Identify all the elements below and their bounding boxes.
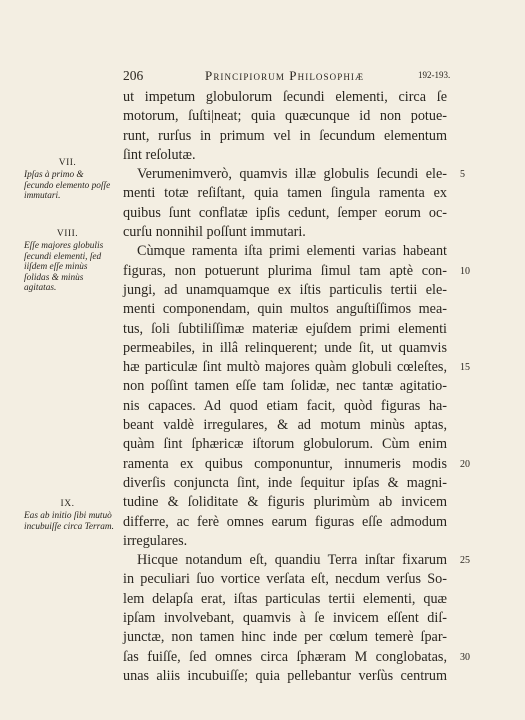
- text-line: ipſam involvebant, quamvis à ſe invicem eſſent diſ-: [123, 610, 447, 627]
- text-line: beant valdè irregulares, & ad motum minùs aptas,: [123, 417, 447, 434]
- text-line: figuras, non potuerunt plurima ſimul tam aptè con-: [123, 262, 447, 279]
- running-title: Principiorum Philosophiæ: [205, 68, 365, 83]
- text-line: Verumenimverò, quamvis illæ globulis ſecundi ele-: [137, 166, 447, 183]
- text-line: ramenta ex quibus componuntur, innumeris modis: [123, 455, 447, 472]
- margin-note-ix: [20, 499, 115, 532]
- margin-note-viii: [20, 229, 115, 294]
- main-text-block: [123, 88, 447, 686]
- text-line: non poſſint tamen eſſe tam ſolidæ, nec tantæ agitatio-: [123, 378, 447, 395]
- text-line: hæ particulæ ſint multò majores quàm globuli cœleſtes,: [123, 359, 447, 376]
- text-line: junctæ, non tamen hinc inde per cœlum temerè ſpar-: [123, 629, 447, 646]
- text-line: permeabiles, in illâ relinquerent; unde ſit, ut quamvis: [123, 339, 447, 356]
- text-line: tudine & ſoliditate & figuris plurimùm ab invicem: [123, 494, 447, 511]
- text-line: curſu nonnihil poſſunt immutari.: [123, 224, 306, 241]
- text-line: ut impetum globulorum ſecundi elementi, circa ſe: [123, 89, 447, 105]
- margin-note-number: VII.: [58, 158, 77, 168]
- text-line: nis capaces. Ad quod etiam facit, quòd figuras ha-: [123, 397, 447, 414]
- text-line: in peculiari ſuo vortice verſata eſt, necdum verſus So-: [123, 571, 447, 588]
- line-number: 5: [460, 169, 465, 180]
- line-number: 20: [460, 459, 470, 470]
- text-line: menti componendam, quin multos anguſtiſſimos mea-: [123, 301, 447, 318]
- line-number: 10: [460, 266, 470, 277]
- margin-note-text: Eas ab initio ſibi mutuò incubuiſſe circa Terram.: [24, 511, 114, 532]
- text-line: runt, rurſus in primum vel in ſecundum elementum: [123, 127, 447, 144]
- text-line: differre, ac ferè omnes earum figuras eſſe admodum: [123, 513, 447, 530]
- margin-note-number: VIII.: [56, 229, 79, 239]
- page-number: 206: [123, 68, 144, 83]
- page-header: [0, 68, 525, 86]
- text-line: Hicque notandum eſt, quandiu Terra inſtar fixarum: [137, 552, 447, 569]
- text-line: Cùmque ramenta iſta primi elementi varias habeant: [137, 243, 447, 260]
- margin-note-vii: [20, 158, 115, 202]
- margin-note-number: IX.: [60, 499, 75, 509]
- page-range: 192-193.: [418, 70, 451, 80]
- text-line: tus, ſoli ſubtiliſſimæ materiæ ejuſdem primi elementi: [123, 320, 447, 337]
- text-line: motorum, ſuſti|neat; quia quæcunque id non potue-: [123, 108, 447, 125]
- line-number: 15: [460, 362, 470, 373]
- text-line: diverſis conjuncta ſint, inde ſequitur ipſas & magni-: [123, 474, 447, 491]
- text-line: quibus ſunt conflatæ ipſis cedunt, ſemper eorum oc-: [123, 204, 447, 221]
- text-line: ſint reſolutæ.: [123, 146, 196, 163]
- text-line: jungi, ad unamquamque ex iſtis particulis tertii ele-: [123, 281, 447, 298]
- text-line: irregulares.: [123, 532, 188, 549]
- text-line: menti totæ reſiſtant, quia tamen ſingula ramenta ex: [123, 185, 447, 202]
- margin-note-text: Ipſas à primo & ſecundo elemento poſſe immutari.: [24, 170, 111, 201]
- line-number: 25: [460, 555, 470, 566]
- margin-note-text: Eſſe majores globulis ſecundi elementi, ſed iiſdem eſſe minùs ſolidas & minùs agitatas.: [24, 241, 104, 293]
- text-line: ſas fuiſſe, ſed omnes circa ſphæram M conglobatas,: [123, 648, 447, 665]
- text-line: quàm ſint ſphæricæ iſtorum globulorum. Cùm enim: [123, 436, 447, 453]
- text-line: lem delapſa erat, iſtas particulas tertii elementi, quæ: [123, 590, 447, 607]
- text-line: unas aliis incubuiſſe; quia pellebantur verſùs centrum: [123, 667, 447, 684]
- line-number: 30: [460, 652, 470, 663]
